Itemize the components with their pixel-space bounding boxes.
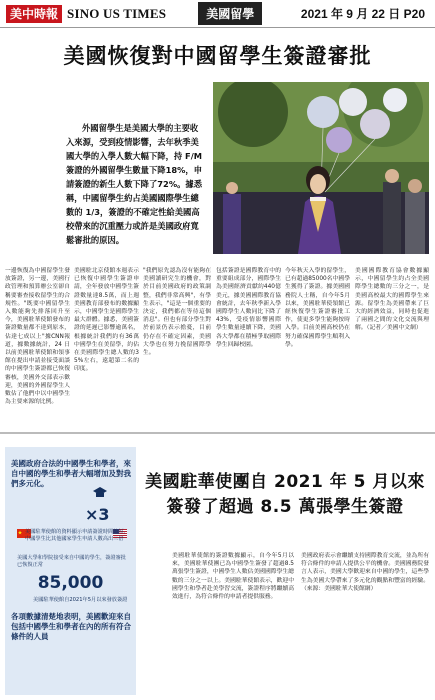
article2-column-2: 美國政府表示會繼續支持國際教育交流，並為所有符合條件的申請人提供公平的機會。美國國務院發言人表示，美國大學歡迎來自中國的學生，這些學生為美國大學帶來了多元化的觀點和豐富的經驗。（來源：美國駐華大使館網）: [301, 553, 429, 592]
section-divider: [0, 432, 435, 434]
issue-date-page: 2021 年 9 月 22 日 P20: [300, 7, 425, 21]
visa-count-caption: 美國駐華使館自2021年5月以來發放簽證: [33, 597, 128, 603]
article1-column-2: 美國駐北京使館本週表示已恢復中國學生簽證申請，全年發放中國學生簽證數量達8.5萬，而上週美國教育部發布的數據顯示，中國學生是國際學生最大群體。據悉，美國簽證的延遲已影響逾萬名，根據統計我們約有36萬中國學生在美留學，約佔在美國際學生總人數的35%左右，遠超第二名的印度。: [74, 268, 139, 373]
article1-column-6: 美國國際教育協會數據顯示，中國留學生約占全美國際學生總數的三分之一，是美國高校最大的國際學生來源。留學生為美國帶來了巨大的經濟效益，同時也促進了兩國之間的文化交流與理解。（記者／美國中文網）: [355, 268, 429, 332]
article1-headline: 美國恢復對中國留學生簽證審批: [63, 44, 372, 68]
multiplier-label: ×3: [85, 505, 110, 524]
masthead: [0, 0, 435, 28]
infographic-headline: 美國政府合法的中國學生和學者，來自中國的學生和學者大幅增加及對我們多元化。: [11, 459, 131, 488]
newspaper-logo: 美中時報: [6, 5, 62, 23]
infographic-detail-2: 美國大學和學院接受來自中國的學生，簽證審批已恢復正常: [17, 555, 126, 568]
article1-column-1: 一邊恢復為中國留學生發放簽證，另一邊，美國行政管理和預算辦公室卻自稱要審查接收留學生的合規性。"既要中國留學生入數能夠先排落回升至今，美國駐華使館發布的簽證數量都不達到原本，佔達七成以上"據CNN報道，據數據統計，24 日以前美國駐華使館和領事館在提出申請並接受面談的中國學生簽證都已恢復審核，美國外交部表示歡迎，美國的外國留學生人數佔了他們中以中國學生為主要來源的比例。: [5, 268, 70, 406]
infographic-footer: 各項數據清楚地表明，美國歡迎來自包括中國學生和學者在內的所有符合條件的人員: [11, 612, 131, 641]
visa-count: 85,000: [37, 573, 104, 593]
article2-headline: 美國駐華使團自 2021 年 5 月以來簽發了超過 8.5 萬張學生簽證: [145, 472, 425, 517]
graduation-cap-icon: [93, 487, 107, 499]
graduation-photo: [213, 82, 429, 254]
article2-column-1: 美國駐華使館的簽證數據顯示，自今年5月以來，美國駐華使團已為中國學生簽發了超過8.5萬張學生簽證，中國學生人數佔美國國際學生總數的三分之一以上。美國駐華使館表示，歡迎中國學生和學者赴美學習交流，簽證程序將繼續高效進行，為符合條件的申請者提供服務。: [172, 553, 294, 601]
infographic-panel: [5, 447, 136, 695]
section-tag: 美國留學: [198, 2, 262, 25]
newspaper-name-en: SINO US TIMES: [67, 5, 167, 21]
article1-column-4: 包括簽證是國際教育中的重要組成部分，國際學生為美國經濟貢獻約440億美元，據美國國際教育協會統計，去年秋季新入學國際學生人數同比下降了43%，受疫情影響國際學生數量連續下降，美國各大學都在積極爭取國際學生回歸校園。: [216, 268, 281, 348]
infographic-detail-1: 美國駐華使館的資料顯示申請簽證時間縮短，中國學生比其他國家學生申請人數高出三倍: [25, 529, 129, 542]
article1-column-3: "我們原先認為沒有能夠在美國讀研究生的機會，對於目前美國政府的政策調整，我們非常高興"，有學生表示，"這是一個重要的決定，我們都在等待這個消息"。但也有部分學生對於前景仍表示擔憂，目前仍存在不確定因素，美國大學也在努力挽留國際學生。: [143, 268, 211, 357]
article1-lead: 外國留學生是美國大學的主要收入來源，受到疫情影響，去年秋季美國大學的入學人數大幅下降，持 F/M 簽證的外國留學生數量下降18%，申請簽證的新生人數下降了72%。據悉稱，中國留學生約占美國國際學生總數的 1/3，簽證的不確定性給美國高校帶來的沉重壓力或許是美國政府寬鬆審批的原因。: [66, 123, 203, 245]
article1-column-5: 今年秋天入學的留學生，已有超過85000名中國學生獲得了簽證。據美國國務院人士稱，自今年5月以來，美國駐華使領館已經恢復學生簽證審批工作，使更多學生能夠按時入學。目前美國高校仍在努力確保國際學生順利入學。: [285, 268, 350, 348]
